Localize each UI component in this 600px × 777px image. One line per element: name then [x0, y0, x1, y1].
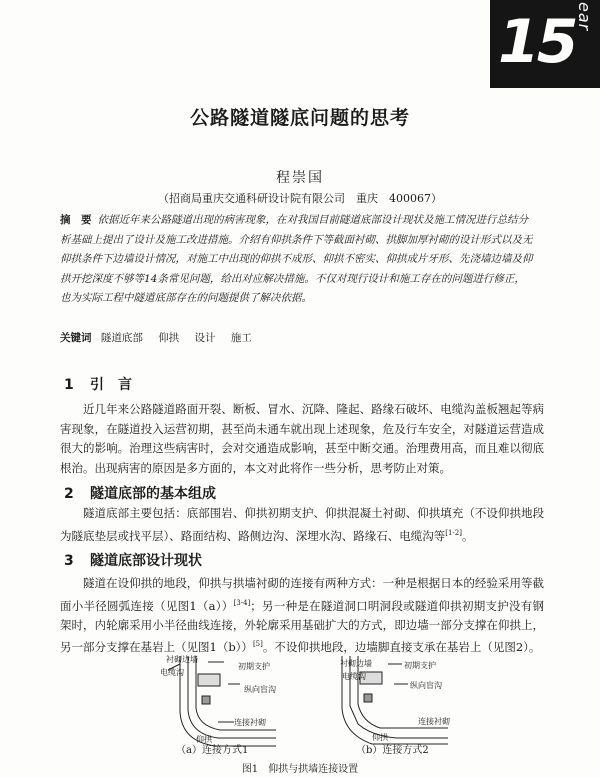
section-number: 3 — [64, 553, 74, 569]
section-heading — [64, 550, 202, 570]
figure-label: 仰拱 — [372, 733, 388, 742]
figure-label: 纵向盲沟 — [410, 681, 442, 690]
section-heading — [64, 483, 216, 503]
figure-label: 纵向盲沟 — [244, 685, 276, 694]
issue-badge — [490, 0, 600, 88]
issue-tag: ear — [575, 2, 594, 32]
citation: [5] — [252, 640, 263, 649]
keywords-label: 关键词 — [60, 332, 92, 344]
figure-label: 衬砌边墙 — [340, 659, 372, 668]
figure-label: 连接衬砌 — [418, 717, 450, 726]
keyword: 设计 — [194, 332, 216, 344]
abstract-text: 依据近年来公路隧道出现的病害现象，在对我国目前隧道底部设计现状及施工情况进行总结分析基础上提出了设计及施工改进措施。介绍有仰拱条件下等截面衬砌、拱脚加厚衬砌的设计形式以及无仰拱条件下边墙设计情况，对施工中出现的仰拱不成形、仰拱不密实、仰拱成片牙形、先浇墙边墙及仰拱开挖深度不够等14条常见问题，给出对应解决措施。不仅对现行设计和施工存在的问题进行修正，也为实际工程中隧道底部存在的问题提供了解决依据。 — [60, 214, 533, 304]
figure-title: 图1 仰拱与拱墙连接设置 — [241, 764, 359, 775]
section-title: 引 言 — [90, 377, 132, 393]
paragraph-text: 隧道底部主要包括：底部围岩、仰拱初期支护、仰拱混凝土衬砌、仰拱填充（不设仰拱地段为隧底垫层或找平层）、路面结构、路侧边沟、深埋水沟、路缘石、电缆沟等 — [60, 506, 544, 543]
page-title: 公路隧道隧底问题的思考 — [189, 107, 410, 129]
citation: [1-2] — [445, 528, 462, 537]
figure-label: 仰拱 — [196, 735, 212, 744]
figure-label: 衬砌边墙 — [166, 655, 198, 664]
affiliation: （招商局重庆交通科研设计院有限公司 重庆 400067） — [158, 192, 442, 205]
issue-number: 15 — [498, 7, 576, 77]
keyword: 仰拱 — [158, 332, 180, 344]
figure-label: 连接衬砌 — [234, 718, 266, 727]
section-title: 隧道底部设计现状 — [90, 553, 202, 569]
figure-label: 初期支护 — [238, 662, 270, 671]
section-heading — [64, 374, 132, 394]
citation: [3-4] — [233, 598, 251, 607]
figure-label: 初期支护 — [404, 661, 436, 670]
keyword: 施工 — [230, 332, 252, 344]
figure-label: 电缆沟 — [342, 672, 366, 681]
figure-label: 电缆沟 — [160, 668, 184, 677]
abstract-label: 摘 要 — [60, 214, 92, 226]
figure-caption-b: （b）连接方式2 — [356, 745, 429, 756]
keyword: 隧道底部 — [100, 332, 143, 344]
paragraph-text: 隧道在设仰拱的地段，仰拱与拱墙衬砌的连接有两种方式：一种是根据日本的经验采用等截面小半径圆弧连接（见图1（a）） — [60, 576, 544, 613]
paragraph — [60, 574, 544, 658]
paragraph-text: ；另一种是在隧道洞口明洞段或隧道仰拱初期支护没有钢架时，内轮廓采用小半径曲线连接，外轮廓采用基础扩大的方式，即边墙一部分支撑在仰拱上，另一部分支撑在基岩上（见图1（b）） — [60, 598, 545, 655]
paragraph-end: 。 — [461, 528, 474, 543]
section-number: 2 — [64, 486, 74, 502]
paragraph-text: 。不设仰拱地段，边墙脚直接支承在基岩上（见图2）。 — [262, 640, 541, 655]
abstract — [60, 211, 534, 309]
section-number: 1 — [64, 377, 74, 393]
author: 程崇国 — [276, 170, 324, 186]
keywords — [60, 330, 252, 345]
figure-caption-a: （a）连接方式1 — [176, 745, 249, 756]
paragraph: 近几年来公路隧道路面开裂、断板、冒水、沉降、隆起、路缘石破坏、电缆沟盖板翘起等病害现象，在隧道投入运营初期，甚至尚未通车就出现上述现象，危及行车安全，对隧道运营造成很大的影响。治理这些病害时，会对交通造成影响，甚至中断交通。治理费用高，而且难以彻底根治。出现病害的原因是多方面的，本文对此将作一些分析，思考防止对策。 — [60, 402, 544, 475]
paragraph — [60, 504, 544, 546]
section-title: 隧道底部的基本组成 — [90, 486, 216, 502]
